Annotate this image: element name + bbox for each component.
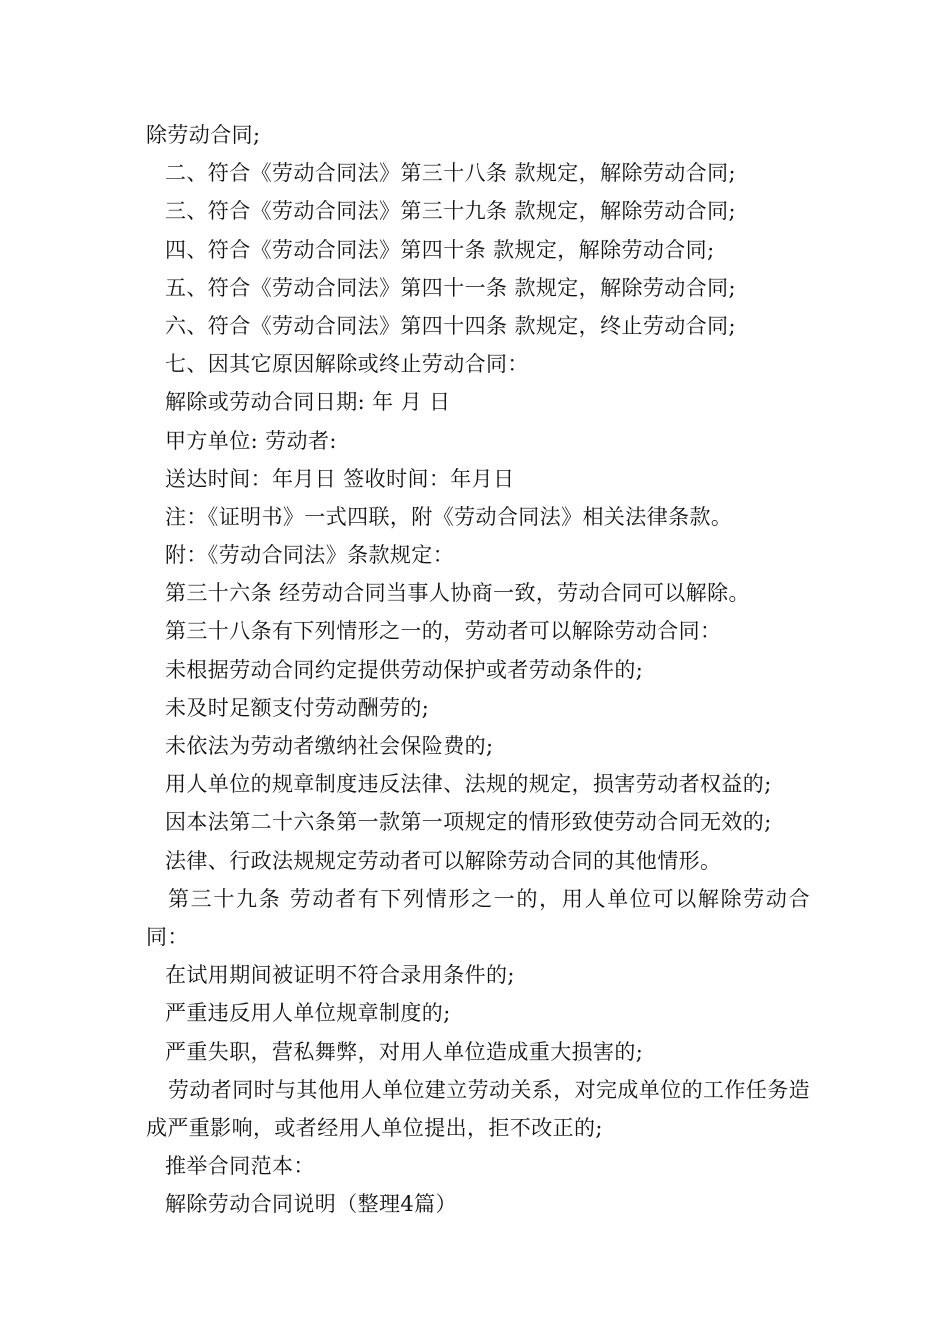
- text-line: 三、符合《劳动合同法》第三十九条 款规定，解除劳动合同;: [165, 199, 736, 224]
- text-line: 因本法第二十六条第一款第一项规定的情形致使劳动合同无效的;: [165, 810, 772, 835]
- text-line: 在试用期间被证明不符合录用条件的;: [165, 963, 515, 988]
- text-line: 解除劳动合同说明（整理4篇）: [165, 1192, 457, 1217]
- text-line: 第三十八条有下列情形之一的，劳动者可以解除劳动合同：: [165, 619, 722, 644]
- text-line: 五、符合《劳动合同法》第四十一条 款规定，解除劳动合同;: [165, 275, 736, 300]
- text-line: 法律、行政法规规定劳动者可以解除劳动合同的其他情形。: [165, 848, 722, 873]
- text-line: 二、符合《劳动合同法》第三十八条 款规定，解除劳动合同;: [165, 161, 736, 186]
- text-paragraph: 劳动者同时与其他用人单位建立劳动关系，对完成单位的工作任务造成严重影响，或者经用人单位提出，拒不改正的;: [146, 1077, 810, 1140]
- text-line: 送达时间：年月日 签收时间：年月日: [165, 466, 515, 491]
- text-line: 甲方单位: 劳动者:: [165, 428, 337, 453]
- text-line: 严重违反用人单位规章制度的;: [165, 1001, 451, 1026]
- text-line: 第三十六条 经劳动合同当事人协商一致，劳动合同可以解除。: [165, 581, 750, 606]
- text-line: 推举合同范本：: [165, 1154, 315, 1179]
- text-line: 严重失职，营私舞弊，对用人单位造成重大损害的;: [165, 1039, 644, 1064]
- text-line: 四、符合《劳动合同法》第四十条 款规定，解除劳动合同;: [165, 237, 715, 262]
- text-line: 解除或劳动合同日期: 年 月 日: [165, 390, 451, 415]
- text-line: 附：《劳动合同法》条款规定：: [165, 543, 455, 568]
- text-line: 未依法为劳动者缴纳社会保险费的;: [165, 734, 494, 758]
- text-line: 除劳动合同;: [146, 123, 261, 147]
- text-line: 未根据劳动合同约定提供劳动保护或者劳动条件的;: [165, 657, 644, 682]
- text-line: 未及时足额支付劳动酬劳的;: [165, 695, 430, 720]
- document-body: [146, 116, 810, 1224]
- text-line: 注：《证明书》一式四联，附《劳动合同法》相关法律条款。: [165, 504, 733, 529]
- text-line: 七、因其它原因解除或终止劳动合同：: [165, 352, 529, 377]
- text-line: 用人单位的规章制度违反法律、法规的规定，损害劳动者权益的;: [165, 772, 772, 797]
- text-line: 六、符合《劳动合同法》第四十四条 款规定，终止劳动合同;: [165, 313, 736, 338]
- text-paragraph: 第三十九条 劳动者有下列情形之一的，用人单位可以解除劳动合同：: [146, 886, 810, 949]
